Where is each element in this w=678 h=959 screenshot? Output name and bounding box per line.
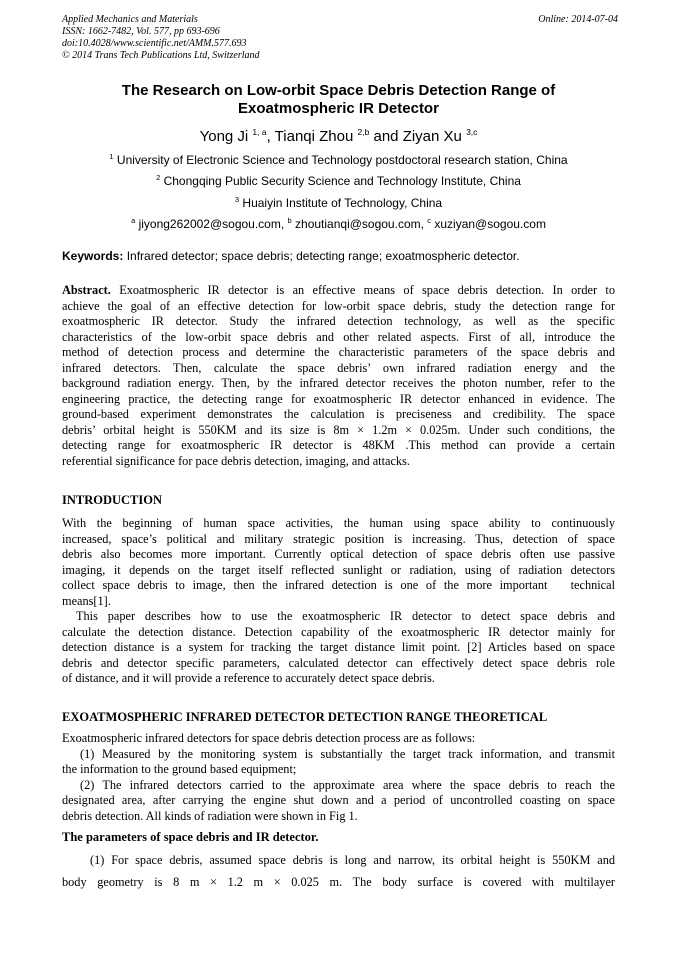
keywords xyxy=(62,249,615,264)
abstract-line: detecting range for exoatmospheric IR detector is 48KM .This method can provide a certain xyxy=(62,438,615,452)
affiliation-1-text: University of Electronic Science and Technology postdoctoral research station, China xyxy=(113,153,568,167)
abstract xyxy=(62,283,615,469)
author-separator-1: , Tianqi Zhou xyxy=(266,128,358,145)
intro-paragraph-2 xyxy=(62,609,615,687)
abstract-line: achieve the goal of an effective detection for low-orbit space debris, study the detection range for xyxy=(62,298,615,313)
email-b: zhoutianqi@sogou.com, xyxy=(291,217,428,231)
abstract-line: method of detection process and determine the characteristic parameters of the space debris and xyxy=(62,345,615,359)
affiliation-3 xyxy=(62,192,615,211)
parameters-paragraph xyxy=(62,849,615,893)
paragraph-line: increased, space’s political and military strategic position is increasing. Thus, detection of space xyxy=(62,531,615,546)
paragraph-line: the information to the ground based equipment; xyxy=(62,762,297,776)
author-emails xyxy=(62,213,615,232)
abstract-line: exoatmospheric IR detector. Study the infrared detection technology, as well as the specific xyxy=(62,314,615,328)
author-1-marker: 1, a xyxy=(252,127,267,137)
section-heading-theoretical: EXOATMOSPHERIC INFRARED DETECTOR DETECTION RANGE THEORETICAL xyxy=(62,710,548,724)
journal-copyright: © 2014 Trans Tech Publications Ltd, Switzerland xyxy=(62,50,260,61)
journal-doi: doi:10.4028/www.scientific.net/AMM.577.693 xyxy=(62,38,247,49)
author-list xyxy=(62,123,615,146)
paragraph-line: imaging, it depends on the target itself reflected sunlight or radiation, using of radiation detectors xyxy=(62,562,615,577)
paragraph-line xyxy=(62,778,615,794)
paragraph-line xyxy=(62,747,615,763)
paragraph-line: designated area, after carrying the engine shut down and a period of uncontrolled coasting on space xyxy=(62,793,615,807)
paragraph-line-text: (1) For space debris, assumed space debris is long and narrow, its orbital height is 550KM and xyxy=(90,853,615,867)
title-line-1: The Research on Low-orbit Space Debris Detection Range of xyxy=(121,82,556,99)
paragraph-line-text: (1) Measured by the monitoring system is substantially the target track information, and transmit xyxy=(80,746,615,761)
abstract-label: Abstract. xyxy=(62,283,111,297)
email-a: jiyong262002@sogou.com, xyxy=(135,217,288,231)
section-heading-introduction: INTRODUCTION xyxy=(62,493,163,507)
affiliation-3-marker: 3 xyxy=(234,195,240,204)
paragraph-line: Exoatmospheric infrared detectors for space debris detection process are as follows: xyxy=(62,731,476,745)
paragraph-line: debris detection. All kinds of radiation were shown in Fig 1. xyxy=(62,808,358,823)
affiliation-2-marker: 2 xyxy=(156,173,161,182)
journal-name: Applied Mechanics and Materials xyxy=(62,14,198,25)
paragraph-line: body geometry is 8 m × 1.2 m × 0.025 m. The body surface is covered with multilayer xyxy=(62,875,615,889)
subsection-heading-parameters: The parameters of space debris and IR detector. xyxy=(62,830,319,844)
keywords-label: Keywords: xyxy=(62,249,124,263)
paragraph-line: With the beginning of human space activities, the human using space ability to continuously xyxy=(62,516,615,530)
paragraph-line: debris and detector specific parameters, calculated detector can effectively detect space debris role xyxy=(62,655,615,670)
abstract-line: debris’ orbital height is 550KM and its size is 8m × 1.2m × 0.025m. Under such conditions, the xyxy=(62,422,615,437)
keywords-text: Infrared detector; space debris; detecting range; exoatmospheric detector. xyxy=(123,249,520,263)
paragraph-line: collect space debris to image, then the infrared detection is one of the more important technical xyxy=(62,578,615,592)
paragraph-line xyxy=(62,849,615,871)
paragraph-line: means[1]. xyxy=(62,593,111,608)
abstract-line: referential significance for pace debris detection, imaging, and attacks. xyxy=(62,453,410,468)
journal-header xyxy=(62,14,618,62)
email-c: xuziyan@sogou.com xyxy=(431,217,546,231)
email-b-marker: b xyxy=(287,216,292,225)
abstract-line: background radiation energy. Then, by the infrared detector receives the photon number, refer to the xyxy=(62,376,615,390)
author-2-marker: 2,b xyxy=(357,127,370,137)
affiliation-3-text: Huaiyin Institute of Technology, China xyxy=(239,196,443,210)
abstract-line: ground-based experiment demonstrates the calculation is preciseness and credibility. The space xyxy=(62,407,615,421)
intro-paragraph-1 xyxy=(62,516,615,609)
abstract-line: engineering practice, the detecting range for exoatmospheric IR detector enhanced in evidence. The xyxy=(62,391,615,406)
title-line-2: Exoatmospheric IR Detector xyxy=(238,100,439,117)
author-1: Yong Ji xyxy=(199,128,253,145)
affiliation-1-marker: 1 xyxy=(109,152,114,161)
paragraph-line xyxy=(62,609,615,625)
abstract-line xyxy=(62,283,615,299)
paragraph-line-text: (2) The infrared detectors carried to the approximate area where the space debris to reach the xyxy=(80,777,615,792)
affiliation-1 xyxy=(62,149,615,168)
online-date: Online: 2014-07-04 xyxy=(538,14,618,25)
email-c-marker: c xyxy=(427,216,432,225)
paragraph-line: of distance, and it will provide a reference to accurately detect space debris. xyxy=(62,671,435,685)
paragraph-line: debris also becomes more important. Currently optical detection of space debris often use passive xyxy=(62,547,615,561)
paragraph-line-text: This paper describes how to use the exoatmospheric IR detector to detect space debris and xyxy=(76,609,615,623)
abstract-line-text: Exoatmospheric IR detector is an effective means of space debris detection. In order to xyxy=(110,283,615,297)
author-3-marker: 3,c xyxy=(466,127,478,137)
author-separator-2: and Ziyan Xu xyxy=(369,128,467,145)
paragraph-line: calculate the detection distance. Detection capability of the exoatmospheric IR detector mainly for xyxy=(62,624,615,639)
paragraph-line: detection distance is a system for tracking the target distance limit point. [2] Articles based on space xyxy=(62,640,615,654)
journal-issn: ISSN: 1662-7482, Vol. 577, pp 693-696 xyxy=(62,26,220,37)
paper-title xyxy=(62,82,615,118)
affiliation-2-text: Chongqing Public Security Science and Technology Institute, China xyxy=(160,174,521,188)
abstract-line: characteristics of the low-orbit space debris and other related aspects. First of all, introduce the xyxy=(62,329,615,344)
affiliation-2 xyxy=(62,170,615,189)
abstract-line: infrared detectors. Then, calculate the space debris’ own infrared radiation energy and the xyxy=(62,360,615,375)
email-a-marker: a xyxy=(131,216,136,225)
theory-paragraph xyxy=(62,731,615,824)
